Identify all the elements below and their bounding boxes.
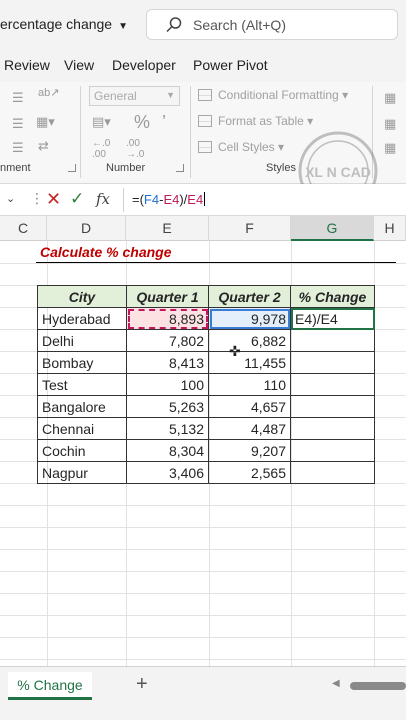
orientation-icon[interactable]: ab↗ (38, 87, 60, 99)
name-box-dropdown[interactable] (0, 188, 22, 212)
cell-city[interactable]: Bombay (38, 352, 127, 374)
column-headers (0, 216, 406, 241)
tab-review[interactable]: Review (4, 57, 50, 73)
more-options-icon[interactable]: ⋮ (30, 190, 44, 206)
cell-percent-change[interactable] (291, 462, 375, 484)
cell-percent-change[interactable] (291, 330, 375, 352)
formula-part: E4 (187, 192, 204, 207)
header-quarter-1[interactable]: Quarter 1 (127, 286, 209, 308)
header-city[interactable]: City (38, 286, 127, 308)
alignment-group-label: nment (0, 162, 31, 174)
cell-styles-icon (198, 141, 212, 153)
insert-cells-icon[interactable]: ▦ (384, 90, 397, 105)
header-quarter-2[interactable]: Quarter 2 (209, 286, 291, 308)
gridline-horizontal (0, 593, 406, 594)
table-row (38, 330, 375, 352)
cell-percent-change[interactable] (291, 440, 375, 462)
table-row (38, 440, 375, 462)
gridline-horizontal (0, 571, 406, 572)
column-header-h[interactable]: H (374, 216, 406, 241)
number-group-label: Number (106, 162, 146, 174)
cell-quarter-2[interactable]: 110 (209, 374, 291, 396)
sheet-tab-percent-change[interactable]: % Change (8, 672, 92, 700)
document-title-text: ercentage change (0, 16, 113, 32)
cell-city[interactable]: Hyderabad (38, 308, 127, 330)
column-header-d[interactable]: D (47, 216, 126, 241)
chevron-down-icon: ▼ (118, 21, 128, 32)
accounting-format-icon[interactable]: ▤▾ (92, 114, 111, 129)
formula-divider (123, 188, 124, 212)
cell-quarter-1[interactable]: 100 (127, 374, 209, 396)
cell-city[interactable]: Delhi (38, 330, 127, 352)
move-cursor-icon: ✜ (229, 343, 241, 359)
conditional-formatting-icon (198, 89, 212, 101)
wrap-text-icon[interactable]: ▦▾ (36, 114, 55, 129)
worksheet-grid[interactable] (0, 216, 406, 666)
header-percent-change[interactable]: % Change (291, 286, 375, 308)
number-format-value: General (94, 89, 137, 103)
text-caret (204, 192, 205, 206)
tab-power-pivot[interactable]: Power Pivot (193, 57, 268, 73)
cell-quarter-1[interactable]: 7,802 (127, 330, 209, 352)
alignment-launcher-icon[interactable] (68, 164, 76, 172)
cell-city[interactable]: Test (38, 374, 127, 396)
cell-quarter-2[interactable]: 9,207 (209, 440, 291, 462)
gridline-horizontal (0, 505, 406, 506)
gridline-horizontal (0, 659, 406, 660)
ribbon-tabs (0, 48, 406, 82)
horizontal-scrollbar[interactable] (350, 682, 406, 690)
cell-quarter-1[interactable]: 5,132 (127, 418, 209, 440)
ribbon-separator (80, 86, 81, 178)
sheet-tab-bar (0, 666, 406, 720)
table-row (38, 396, 375, 418)
column-header-f[interactable]: F (209, 216, 291, 241)
search-box[interactable] (146, 9, 398, 40)
search-icon (165, 16, 183, 34)
cancel-icon[interactable]: ✕ (46, 189, 62, 209)
gridline-horizontal (0, 615, 406, 616)
formula-input[interactable] (132, 192, 205, 207)
insert-function-button[interactable]: fx (96, 190, 111, 208)
conditional-formatting-label: Conditional Formatting (218, 88, 339, 102)
cell-quarter-1[interactable]: 3,406 (127, 462, 209, 484)
tab-view[interactable]: View (64, 57, 95, 73)
align-lines-icon[interactable]: ☰ (12, 90, 24, 105)
tab-developer[interactable]: Developer (112, 57, 176, 73)
table-row (38, 462, 375, 484)
table-row (38, 374, 375, 396)
decrease-decimal-icon[interactable]: .00 →.0 (126, 138, 145, 160)
cell-percent-change[interactable] (291, 374, 375, 396)
table-header-row (38, 286, 375, 308)
column-header-g[interactable]: G (291, 216, 374, 241)
cell-quarter-2[interactable]: 11,455 (209, 352, 291, 374)
indent-icon[interactable]: ☰ (12, 116, 24, 131)
cell-quarter-2[interactable]: 9,978 (209, 308, 291, 330)
data-table (37, 285, 375, 484)
format-as-table-button[interactable]: Format as Table ▾ (198, 114, 313, 128)
increase-decimal-icon[interactable]: ←.0 .00 (92, 138, 111, 160)
watermark-text: XL N CAD (305, 164, 371, 180)
cell-city[interactable]: Nagpur (38, 462, 127, 484)
cell-quarter-1[interactable]: 8,893 (127, 308, 209, 330)
column-header-c[interactable]: C (0, 216, 47, 241)
formula-part: E4 (163, 192, 180, 207)
cell-percent-change[interactable] (291, 396, 375, 418)
cell-quarter-2[interactable]: 2,565 (209, 462, 291, 484)
formula-part: F4 (143, 192, 160, 207)
formula-part: )/ (179, 192, 188, 207)
styles-group-label: Styles (266, 162, 296, 174)
table-row (38, 418, 375, 440)
gridline-horizontal (0, 549, 406, 550)
add-sheet-button[interactable]: + (136, 673, 148, 695)
gridline-horizontal (0, 527, 406, 528)
merge-icon[interactable]: ⇄ (38, 138, 49, 153)
cell-quarter-1[interactable]: 8,413 (127, 352, 209, 374)
cell-city[interactable]: Chennai (38, 418, 127, 440)
cell-styles-label: Cell Styles (218, 140, 275, 154)
search-placeholder: Search (Alt+Q) (193, 17, 286, 33)
cell-quarter-1[interactable]: 5,263 (127, 396, 209, 418)
gridline-horizontal (0, 263, 406, 264)
delete-cells-icon[interactable]: ▦ (384, 116, 397, 131)
format-as-table-icon (198, 115, 212, 127)
formula-part: - (159, 192, 164, 207)
cell-styles-button[interactable]: Cell Styles ▾ (198, 140, 284, 154)
cell-city[interactable]: Bangalore (38, 396, 127, 418)
gridline-horizontal (0, 637, 406, 638)
cell-quarter-2[interactable]: 6,882 (209, 330, 291, 352)
align-center-icon[interactable]: ☰ (12, 140, 24, 155)
format-cells-icon[interactable]: ▦ (384, 140, 397, 155)
table-row (38, 352, 375, 374)
ribbon-separator (190, 86, 191, 178)
title-bar (0, 0, 406, 48)
cell-quarter-2[interactable]: 4,487 (209, 418, 291, 440)
chevron-down-icon: ▼ (166, 90, 175, 100)
number-format-select[interactable] (89, 86, 180, 106)
chevron-down-icon: ⌄ (6, 193, 16, 205)
number-launcher-icon[interactable] (176, 164, 184, 172)
column-header-e[interactable]: E (126, 216, 209, 241)
cell-percent-change[interactable] (291, 352, 375, 374)
document-title[interactable] (0, 16, 128, 32)
format-as-table-label: Format as Table (218, 114, 304, 128)
comma-style-icon[interactable]: ’ (162, 112, 166, 132)
formula-bar (0, 184, 406, 216)
cell-percent-change-active[interactable]: E4)/E4 (291, 308, 375, 330)
table-row (38, 308, 375, 330)
cell-quarter-1[interactable]: 8,304 (127, 440, 209, 462)
cell-quarter-2[interactable]: 4,657 (209, 396, 291, 418)
formula-part: =( (132, 192, 144, 207)
cell-city[interactable]: Cochin (38, 440, 127, 462)
scroll-left-icon[interactable]: ◀ (332, 678, 340, 689)
cell-percent-change[interactable] (291, 418, 375, 440)
enter-check-icon[interactable]: ✓ (70, 189, 85, 208)
title-underline (36, 262, 396, 263)
percent-style-icon[interactable]: % (134, 112, 151, 132)
conditional-formatting-button[interactable]: Conditional Formatting ▾ (198, 88, 348, 102)
sheet-title[interactable]: Calculate % change (40, 244, 172, 260)
